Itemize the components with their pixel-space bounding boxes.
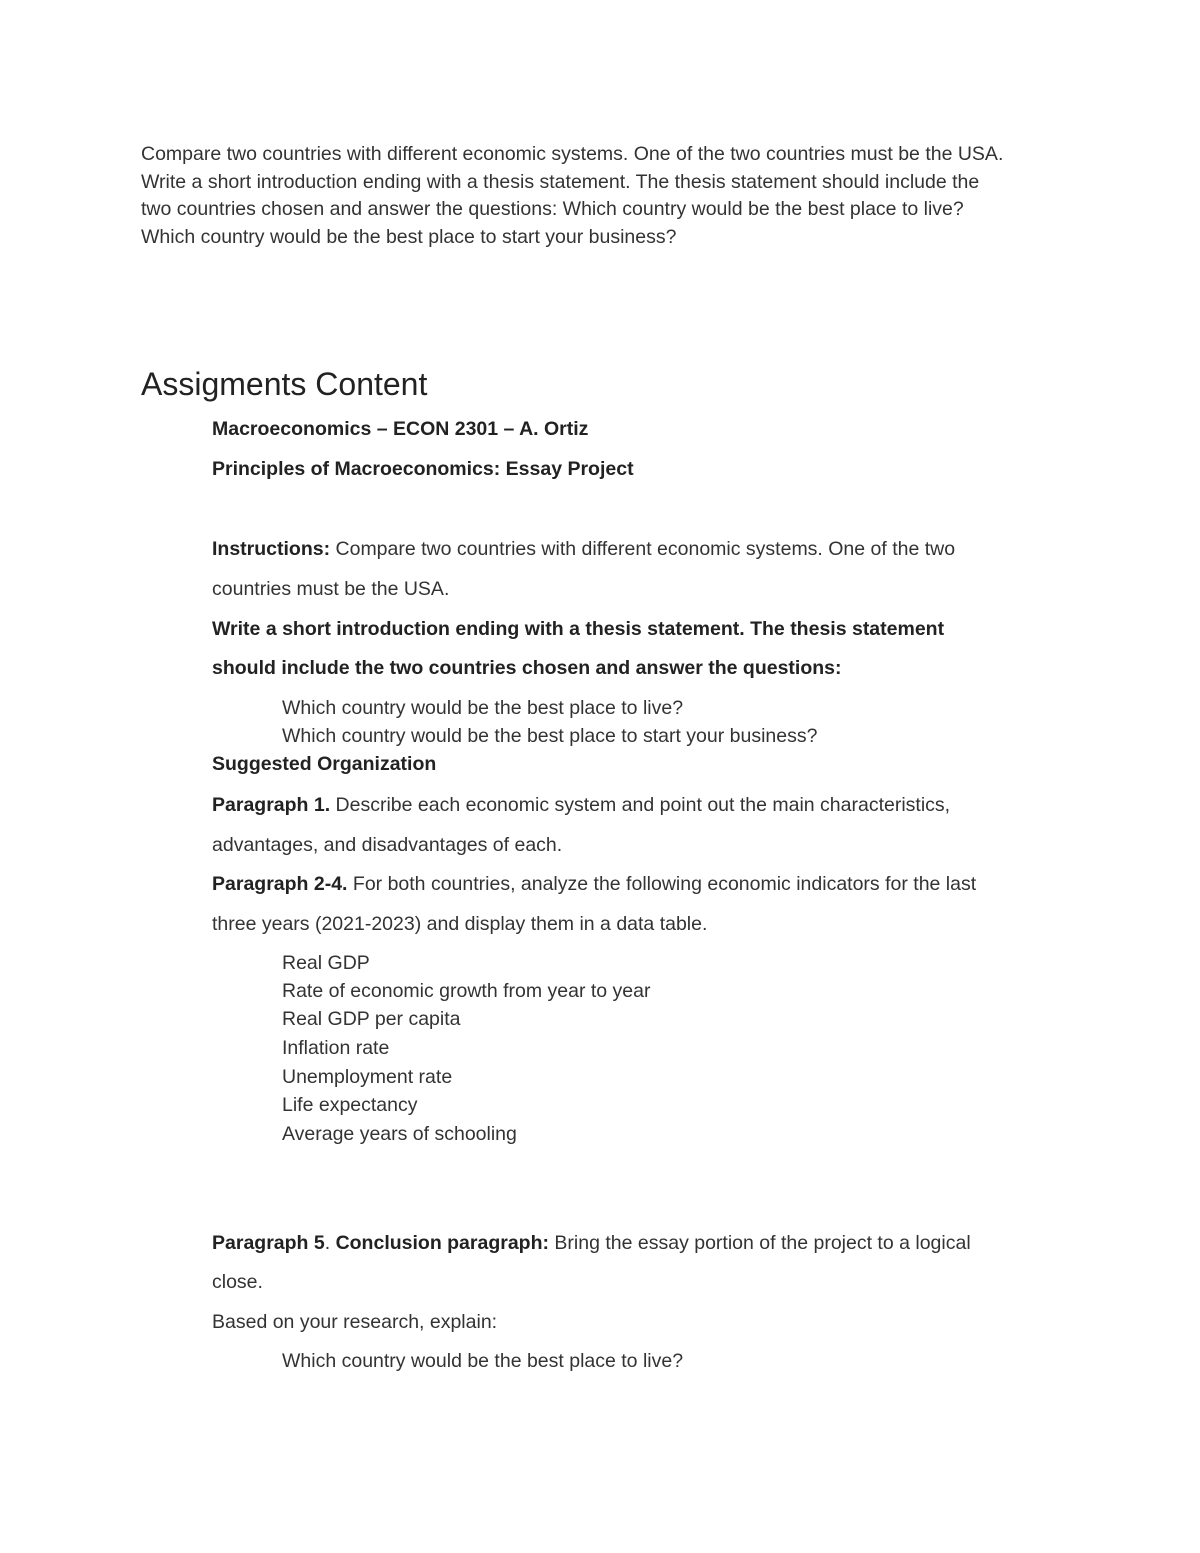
intro-line: two countries chosen and answer the questions: Which country would be the best place to live? [141, 198, 964, 220]
indicator-item: Real GDP [282, 952, 370, 974]
section-heading: Assigments Content [141, 366, 428, 402]
based-on-research: Based on your research, explain: [212, 1311, 498, 1333]
paragraph-5-label: Paragraph 5 [212, 1232, 325, 1254]
paragraph-2-4-label: Paragraph 2-4. [212, 873, 348, 895]
instructions-line [212, 538, 955, 561]
paragraph-2-4-continued: three years (2021-2023) and display them in a data table. [212, 913, 708, 935]
indicator-item: Inflation rate [282, 1037, 390, 1059]
paragraph-1-line [212, 794, 950, 817]
paragraph-1-text: Describe each economic system and point out the main characteristics, [330, 794, 951, 816]
final-question: Which country would be the best place to live? [282, 1350, 684, 1372]
intro-line: Write a short introduction ending with a thesis statement. The thesis statement should include the [141, 170, 980, 193]
paragraph-2-4-text: For both countries, analyze the following economic indicators for the last [347, 873, 977, 895]
question-business: Which country would be the best place to start your business? [282, 725, 818, 747]
course-title: Macroeconomics – ECON 2301 – A. Ortiz [212, 418, 589, 440]
paragraph-1-continued: advantages, and disadvantages of each. [212, 834, 563, 856]
thesis-instruction-line: Write a short introduction ending with a thesis statement. The thesis statement [212, 618, 945, 640]
indicator-item: Life expectancy [282, 1094, 418, 1116]
conclusion-label: Conclusion paragraph: [335, 1232, 549, 1254]
intro-line: Which country would be the best place to start your business? [141, 225, 677, 248]
intro-line: Compare two countries with different economic systems. One of the two countries must be the USA. [141, 143, 1004, 165]
indicator-item: Unemployment rate [282, 1066, 453, 1088]
instructions-text: Compare two countries with different economic systems. One of the two [330, 538, 956, 560]
paragraph-1-label: Paragraph 1. [212, 794, 331, 816]
paragraph-5-separator: . [324, 1232, 336, 1254]
paragraph-2-4-line [212, 873, 976, 896]
question-live: Which country would be the best place to live? [282, 697, 684, 719]
indicator-item: Rate of economic growth from year to year [282, 980, 651, 1002]
suggested-organization-heading: Suggested Organization [212, 753, 437, 775]
thesis-instruction-line: should include the two countries chosen and answer the questions: [212, 657, 842, 679]
instructions-continued: countries must be the USA. [212, 578, 450, 600]
indicator-item: Average years of schooling [282, 1123, 517, 1145]
paragraph-5-continued: close. [212, 1271, 263, 1293]
project-title: Principles of Macroeconomics: Essay Project [212, 458, 634, 480]
paragraph-5-line [212, 1232, 971, 1255]
paragraph-5-text: Bring the essay portion of the project to a logical [549, 1232, 971, 1254]
instructions-label: Instructions: [212, 538, 331, 560]
indicator-item: Real GDP per capita [282, 1008, 461, 1030]
intro-paragraph [141, 141, 1081, 251]
